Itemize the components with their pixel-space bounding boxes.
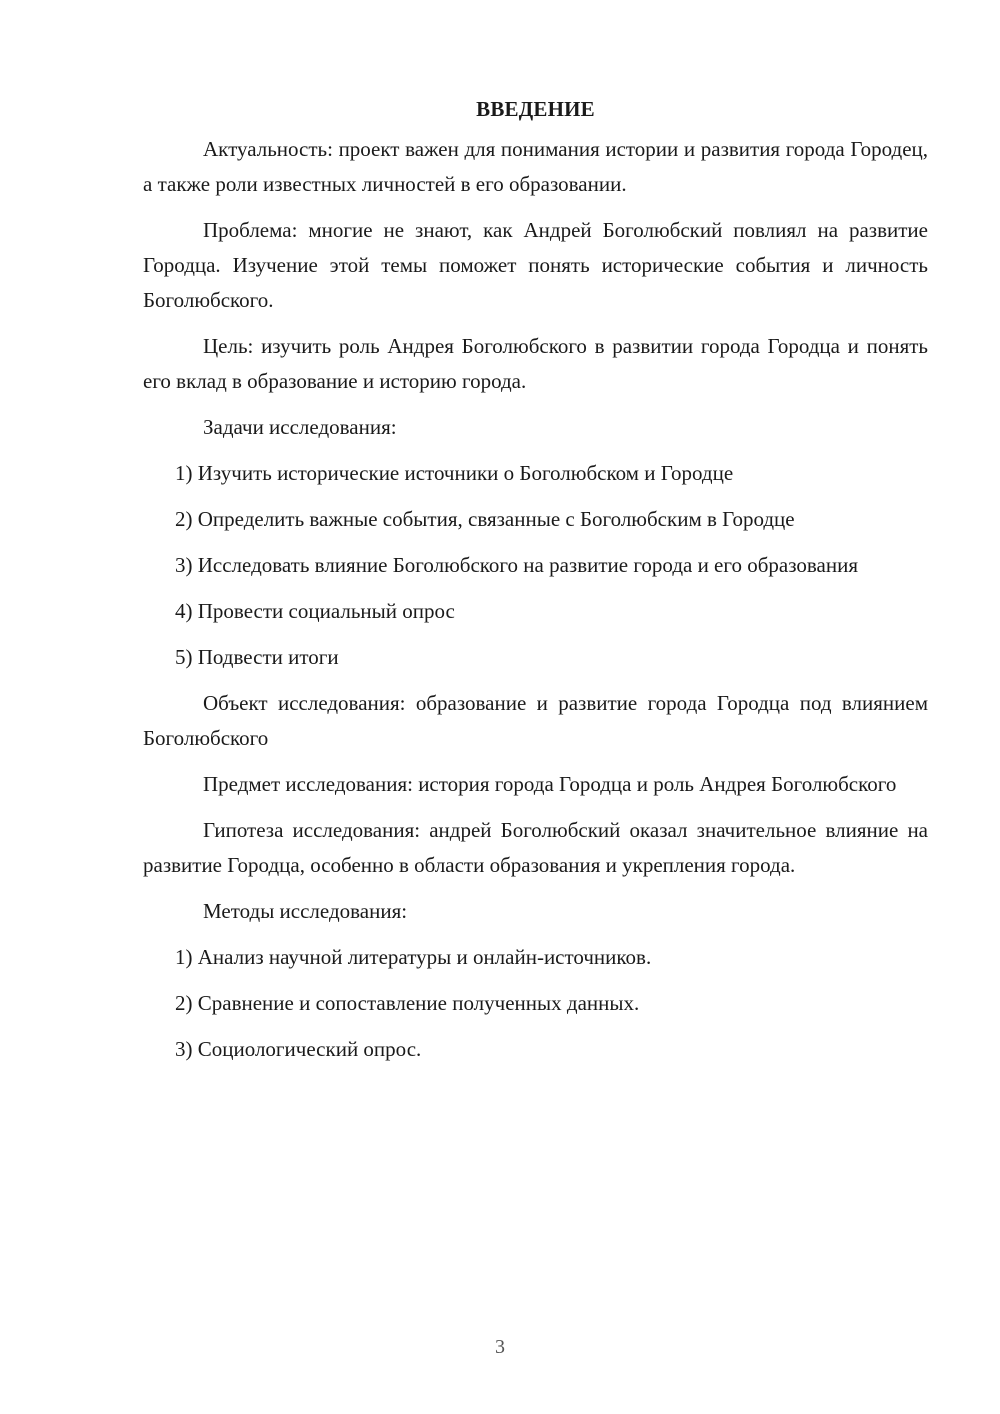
- paragraph-relevance: Актуальность: проект важен для понимания истории и развития города Городец, а также роли известных личностей в его образовании.: [143, 137, 928, 196]
- list-item: 3) Исследовать влияние Боголюбского на развитие города и его образования: [175, 553, 858, 577]
- list-item: 2) Определить важные события, связанные с Боголюбским в Городце: [175, 507, 795, 531]
- list-item: 1) Изучить исторические источники о Боголюбском и Городце: [175, 461, 734, 485]
- methods-heading: Методы исследования:: [203, 899, 408, 923]
- paragraph-goal: Цель: изучить роль Андрея Боголюбского в развитии города Городца и понять его вклад в образование и историю города.: [143, 334, 928, 393]
- paragraph-subject: Предмет исследования: история города Городца и роль Андрея Боголюбского: [203, 772, 897, 796]
- section-title: ВВЕДЕНИЕ: [476, 97, 595, 121]
- list-item: 3) Социологический опрос.: [175, 1037, 422, 1061]
- tasks-list: [143, 456, 928, 675]
- list-item: 4) Провести социальный опрос: [175, 599, 455, 623]
- list-item: 2) Сравнение и сопоставление полученных данных.: [175, 991, 640, 1015]
- paragraph-object: Объект исследования: образование и развитие города Городца под влиянием Боголюбского: [143, 691, 928, 750]
- paragraph-hypothesis: Гипотеза исследования: андрей Боголюбский оказал значительное влияние на развитие Городца, особенно в области образования и укрепления города.: [143, 818, 928, 877]
- list-item: 5) Подвести итоги: [175, 645, 339, 669]
- paragraph-problem: Проблема: многие не знают, как Андрей Боголюбский повлиял на развитие Городца. Изучение этой темы поможет понять исторические события и личность Боголюбского.: [143, 218, 928, 312]
- methods-list: [143, 940, 928, 1067]
- document-page: [143, 92, 928, 1067]
- page-number: 3: [495, 1336, 505, 1358]
- list-item: 1) Анализ научной литературы и онлайн-источников.: [175, 945, 652, 969]
- tasks-heading: Задачи исследования:: [203, 415, 397, 439]
